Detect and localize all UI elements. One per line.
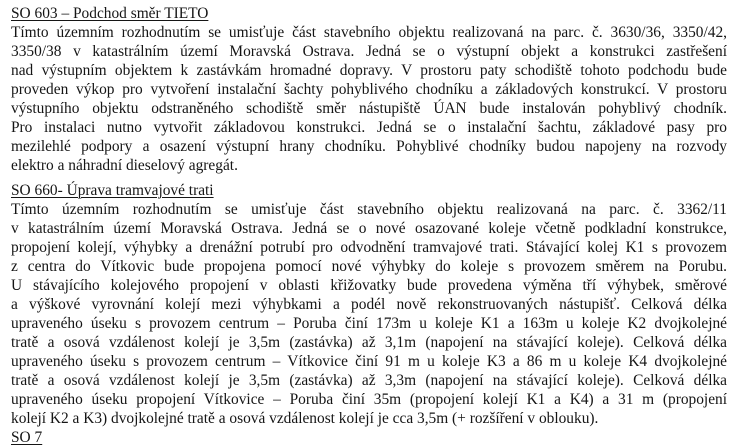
paragraph-line: Tímto územním rozhodnutím se umisťuje část stavebního objektu realizovaná na parc. č. 3630/36, 3350/42, (11, 24, 727, 41)
paragraph-line: U stávajícího kolejového propojení v oblasti křižovatky bude provedena výměna tří výhybek, směrové (11, 277, 727, 294)
paragraph-line: elektro a náhradní dieselový agregát. (11, 157, 238, 174)
paragraph-line: tratě a osová vzdálenost kolejí je 3,5m (zastávka) až 3,3m (napojení na stávající koleje). Celková délka (11, 372, 727, 389)
paragraph-line: kolejí K2 a K3) dvojkolejné tratě a osová vzdálenost kolejí je cca 3,5m (+ rozšíření v oblouku). (11, 410, 599, 427)
paragraph-line: v katastrálním území Moravská Ostrava. Jedná se o nové osazované koleje včetně podkladní konstrukce, (11, 220, 727, 237)
section-heading-so-660: SO 660- Úprava tramvajové trati (11, 182, 214, 199)
paragraph-line: upraveného úseku s provozem centrum – Poruba činí 173m u koleje K1 a 163m u koleje K2 dvojkolejné (11, 315, 727, 332)
paragraph-line: mezilehlé podpory a osazení výstupní hrany chodníku. Pohyblivé chodníky budou napojeny na rozvody (11, 138, 727, 155)
paragraph-line: upraveného úseku propojení Vítkovice – Poruba činí 35m (propojení kolejí K1 a K4) a 31 m (propojení (11, 391, 727, 408)
paragraph-line: proveden výkop pro vytvoření instalační šachty pohyblivého chodníku a základových konstrukcí. V prostoru (11, 81, 727, 98)
paragraph-line: Tímto územním rozhodnutím se umisťuje část stavebního objektu realizovaná na parc. č. 3362/11 (11, 201, 727, 218)
paragraph-line: upraveného úseku s provozem centrum – Vítkovice činí 91 m u koleje K3 a 86 m u koleje K4 dvojkolejné (11, 353, 727, 370)
section-heading-so-603: SO 603 – Podchod směr TIETO (11, 5, 209, 22)
paragraph-line: 3350/38 v katastrálním území Moravská Ostrava. Jedná se o výstupní objekt a konstrukci zastřešení (11, 43, 727, 60)
paragraph-line: z centra do Vítkovic bude propojena pomocí nové výhybky do koleje s provozem směrem na Porubu. (11, 258, 727, 275)
paragraph-line: tratě a osová vzdálenost kolejí je 3,5m (zastávka) až 3,1m (napojení na stávající koleje). Celková délka (11, 334, 727, 351)
paragraph-line: a výškové vyrovnání kolejí mezi výhybkami a podél nově rekonstruovaných nástupišť. Celková délka (11, 296, 727, 313)
section-heading-so-7-partial: SO 7 (11, 429, 43, 446)
paragraph-line: nad výstupním objektem k zastávkám hromadné dopravy. V prostoru paty schodiště tohoto podchodu bude (11, 62, 727, 79)
paragraph-line: Pro instalaci nutno vytvořit základovou konstrukci. Jedná se o instalační šachtu, základové pasy pro (11, 119, 727, 136)
paragraph-line: výstupního objektu odstraněného schodiště směr nástupiště ÚAN bude instalován pohyblivý chodník. (11, 100, 727, 117)
paragraph-line: propojení kolejí, výhybky a drenážní potrubí pro odvodnění tramvajové trati. Stávající kolej K1 s provozem (11, 239, 727, 256)
